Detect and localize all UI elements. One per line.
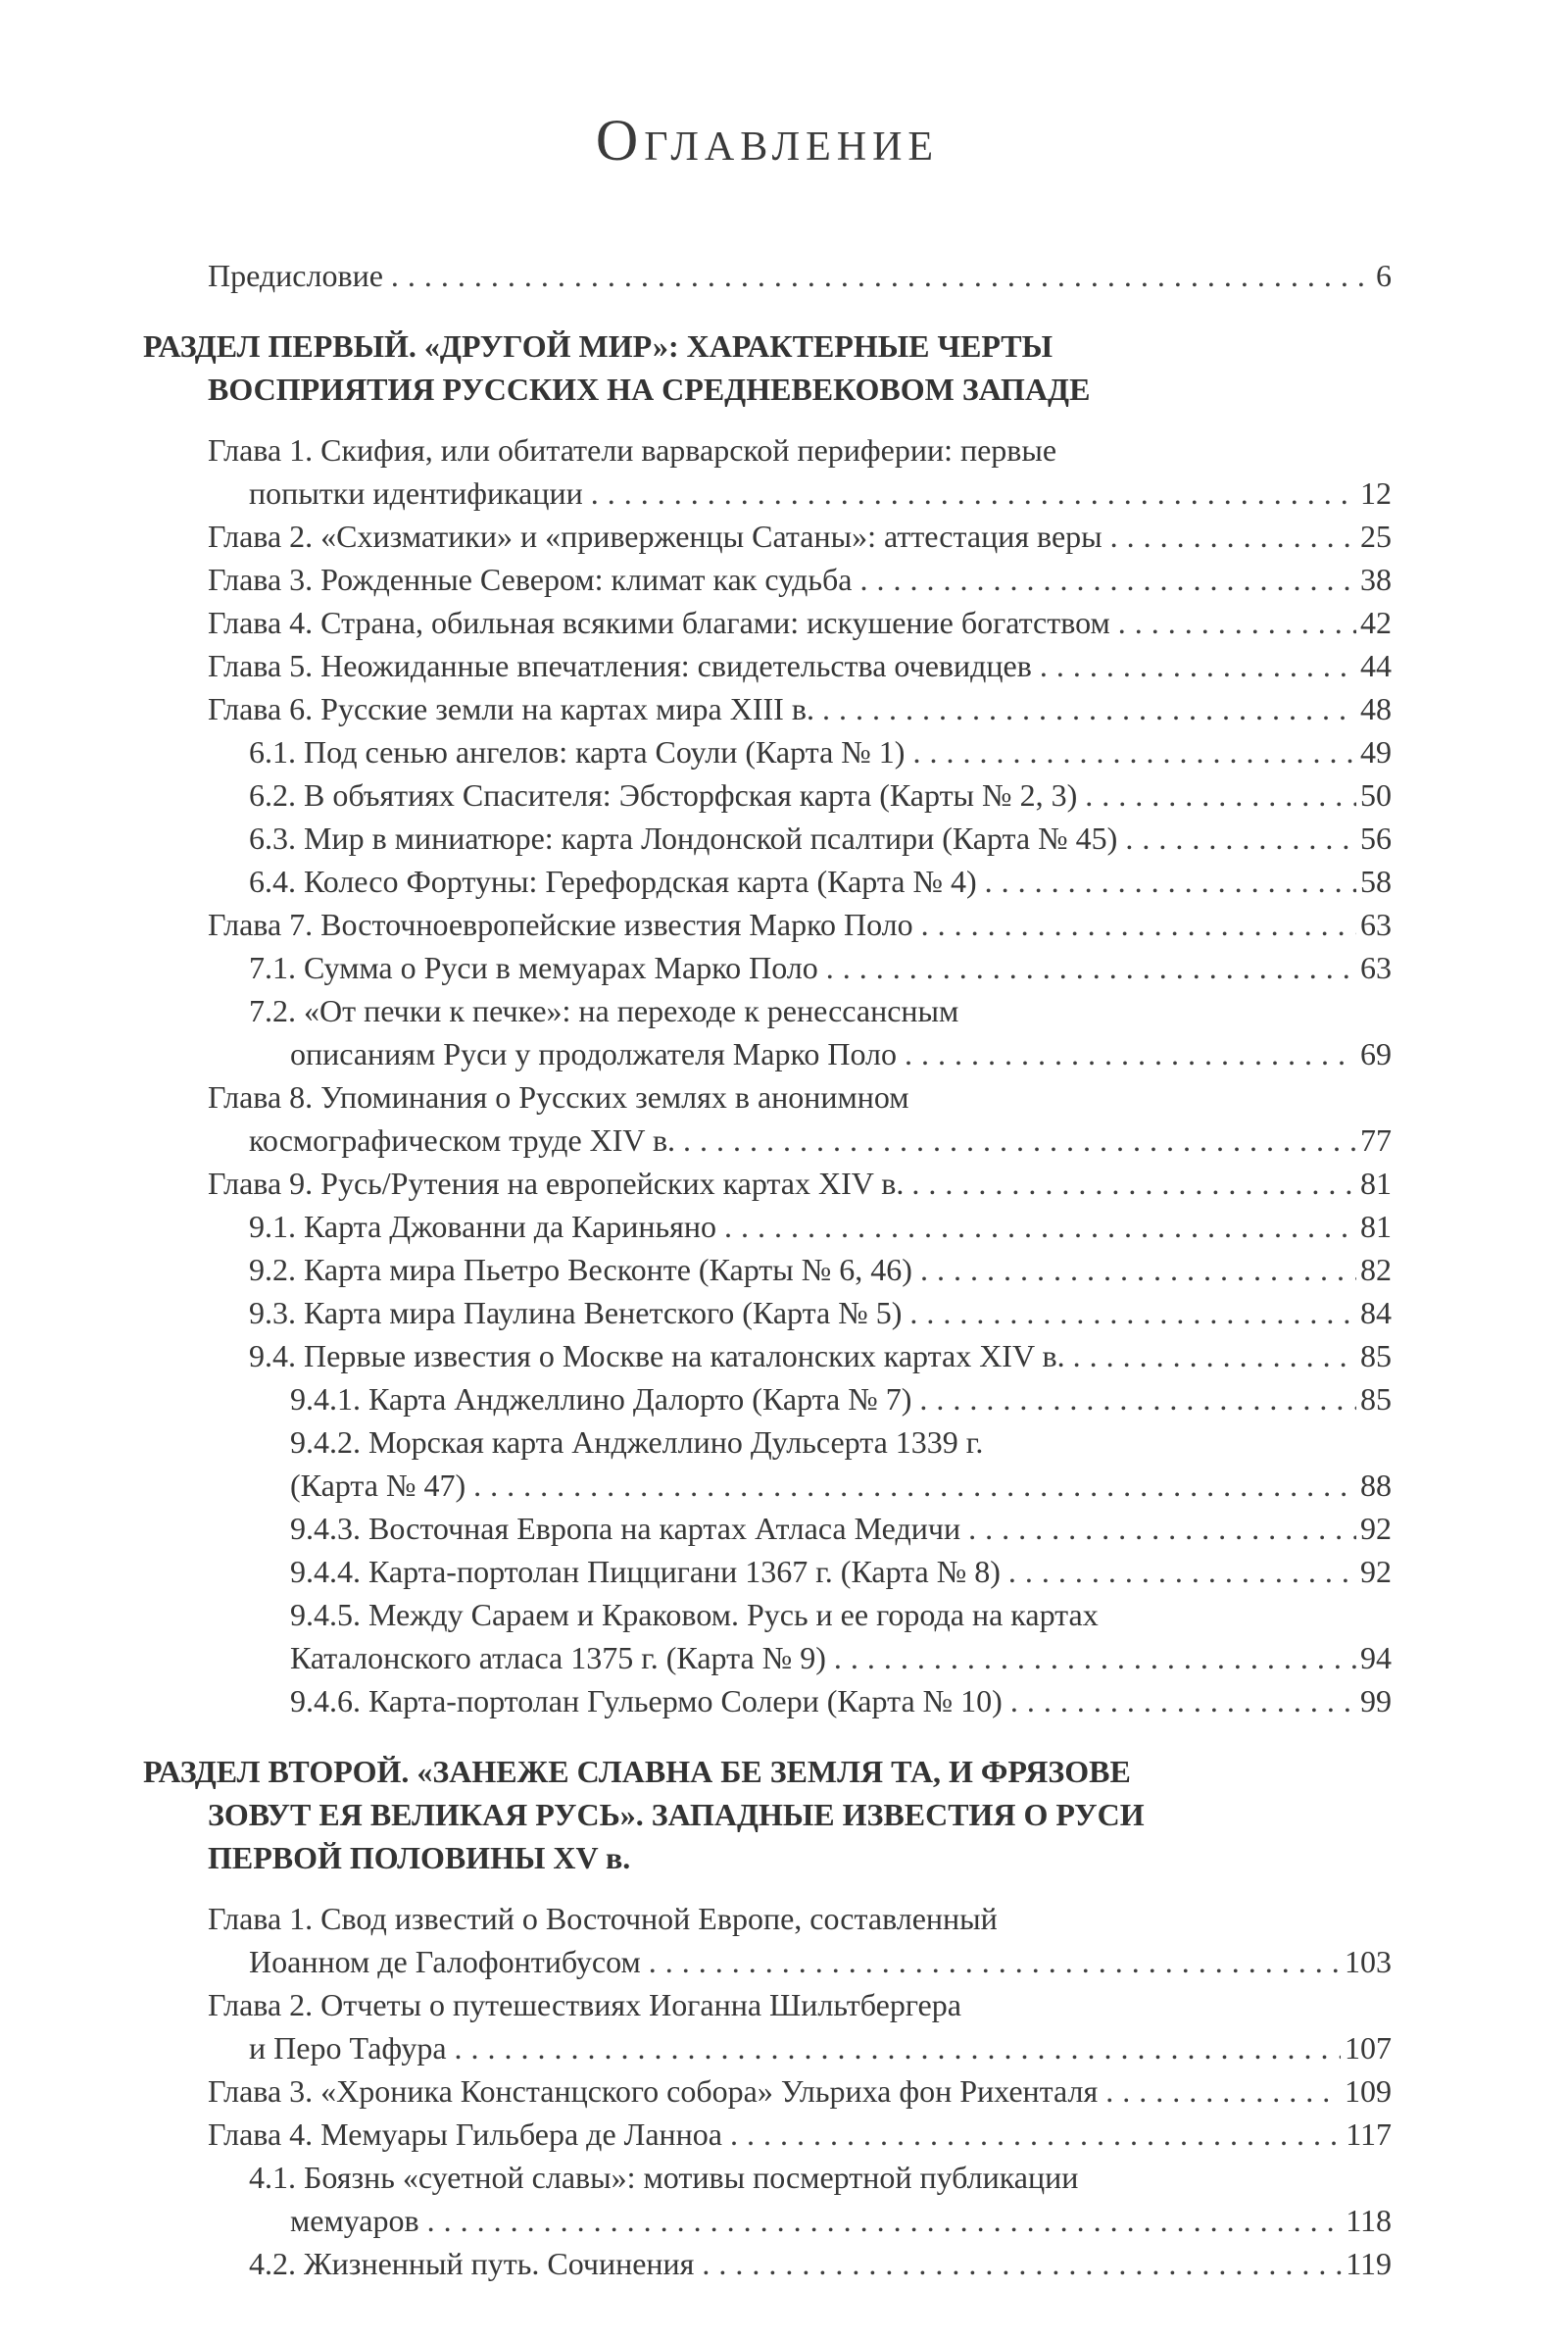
- toc-line: [290, 2199, 1392, 2242]
- toc-entry-text: Иоанном де Галофонтибусом: [249, 1944, 641, 1979]
- dot-leader: [1118, 601, 1356, 644]
- toc-entry-text: попытки идентификации: [249, 475, 583, 511]
- dot-leader: [826, 946, 1356, 989]
- toc-line: [249, 2242, 1392, 2285]
- toc-entry: [143, 860, 1392, 903]
- toc-entry: [143, 515, 1392, 558]
- toc-line: [208, 558, 1392, 601]
- toc-line: [290, 1636, 1392, 1679]
- dot-leader: [921, 903, 1356, 946]
- toc-entry-text: 7.1. Сумма о Руси в мемуарах Марко Поло: [249, 950, 818, 985]
- dot-leader: [859, 558, 1356, 601]
- toc-line: [249, 1248, 1392, 1291]
- toc-entry-text: Предисловие: [208, 258, 383, 293]
- toc-line: [208, 2069, 1392, 2113]
- toc-entry: [143, 1420, 1392, 1507]
- toc-entry: [143, 2156, 1392, 2242]
- page-number: 94: [1360, 1640, 1392, 1675]
- toc-entry-text: и Перо Тафура: [249, 2030, 447, 2066]
- page-number: 117: [1346, 2116, 1392, 2152]
- dot-leader: [473, 1464, 1356, 1507]
- dot-leader: [1125, 817, 1356, 860]
- toc-entry: [143, 601, 1392, 644]
- toc-line: [249, 773, 1392, 817]
- toc-entry-text: Глава 4. Мемуары Гильбера де Ланноа: [208, 2116, 722, 2152]
- toc-line: [290, 1550, 1392, 1593]
- page-number: 50: [1360, 777, 1392, 813]
- toc-line: [290, 1032, 1392, 1075]
- dot-leader: [1105, 2069, 1341, 2113]
- toc-entry: [143, 817, 1392, 860]
- toc-entry: [143, 1679, 1392, 1722]
- dot-leader: [702, 2242, 1342, 2285]
- page-number: 38: [1360, 562, 1392, 597]
- toc-line: [290, 1679, 1392, 1722]
- dot-leader: [911, 1162, 1356, 1205]
- toc-line: [208, 254, 1392, 297]
- toc-entry: [143, 1075, 1392, 1162]
- page-number: 84: [1360, 1295, 1392, 1330]
- toc-entry: [143, 428, 1392, 515]
- toc-line: [249, 730, 1392, 773]
- toc-line: 4.1. Боязнь «суетной славы»: мотивы посмертной публикации: [249, 2160, 1079, 2195]
- toc-line: Глава 2. Отчеты о путешествиях Иоганна Шильтбергера: [208, 1987, 961, 2022]
- toc-entry-text: Глава 5. Неожиданные впечатления: свидетельства очевидцев: [208, 648, 1032, 683]
- toc-entry-text: 4.2. Жизненный путь. Сочинения: [249, 2246, 695, 2281]
- toc-entry-text: 6.3. Мир в миниатюре: карта Лондонской псалтири (Карта № 45): [249, 821, 1118, 856]
- toc-entry-text: (Карта № 47): [290, 1468, 466, 1503]
- toc-entry: [143, 1593, 1392, 1679]
- dot-leader: [985, 860, 1356, 903]
- toc-entry: [143, 1507, 1392, 1550]
- page-number: 49: [1360, 734, 1392, 770]
- toc-line: ПЕРВОЙ ПОЛОВИНЫ XV в.: [208, 1840, 631, 1875]
- toc-entry: [143, 903, 1392, 946]
- toc-line: РАЗДЕЛ ПЕРВЫЙ. «ДРУГОЙ МИР»: ХАРАКТЕРНЫЕ ЧЕРТЫ: [143, 328, 1054, 364]
- toc-section-heading: [143, 1750, 1392, 1879]
- toc-entry-text: Каталонского атласа 1375 г. (Карта № 9): [290, 1640, 826, 1675]
- toc-entry: [143, 254, 1392, 297]
- toc-entry: [143, 989, 1392, 1075]
- toc-entry-text: Глава 3. «Хроника Констанцского собора» Ульриха фон Рихенталя: [208, 2073, 1099, 2109]
- dot-leader: [822, 687, 1356, 730]
- dot-leader: [905, 1032, 1356, 1075]
- toc-line: 9.4.2. Морская карта Анджеллино Дульсерта 1339 г.: [290, 1424, 984, 1460]
- toc-line: [290, 1507, 1392, 1550]
- toc-entry: [143, 644, 1392, 687]
- toc-line: [249, 2026, 1392, 2069]
- page-number: 85: [1360, 1338, 1392, 1373]
- dot-leader: [730, 2113, 1342, 2156]
- toc-line: Глава 1. Скифия, или обитатели варварской периферии: первые: [208, 432, 1057, 468]
- toc-entry: [143, 2242, 1392, 2285]
- dot-leader: [968, 1507, 1356, 1550]
- page-number: 48: [1360, 691, 1392, 726]
- page-number: 85: [1360, 1381, 1392, 1417]
- toc-entry-text: космографическом труде XIV в.: [249, 1122, 676, 1158]
- toc-line: [208, 687, 1392, 730]
- dot-leader: [455, 2026, 1341, 2069]
- page-number: 82: [1360, 1252, 1392, 1287]
- toc-entry: [143, 2069, 1392, 2113]
- dot-leader: [427, 2199, 1343, 2242]
- dot-leader: [919, 1377, 1356, 1420]
- dot-leader: [1008, 1550, 1356, 1593]
- page-number: 63: [1360, 950, 1392, 985]
- page-number: 58: [1360, 864, 1392, 899]
- toc-entry: [143, 1377, 1392, 1420]
- toc-line: [290, 1464, 1392, 1507]
- toc-line: 7.2. «От печки к печке»: на переходе к ренессансным: [249, 993, 959, 1028]
- toc-entry-text: 9.4. Первые известия о Москве на каталонских картах XIV в.: [249, 1338, 1065, 1373]
- dot-leader: [1010, 1679, 1356, 1722]
- page-number: 99: [1360, 1683, 1392, 1718]
- toc-section-heading: [143, 324, 1392, 411]
- toc-entry-text: мемуаров: [290, 2203, 419, 2238]
- toc-entry: [143, 1248, 1392, 1291]
- toc-entry-text: Глава 2. «Схизматики» и «приверженцы Сатаны»: аттестация веры: [208, 519, 1102, 554]
- toc-entry: [143, 1162, 1392, 1205]
- page-title: Оглавление: [595, 108, 940, 173]
- toc-line: Глава 1. Свод известий о Восточной Европе, составленный: [208, 1901, 998, 1936]
- toc-entry-text: описаниям Руси у продолжателя Марко Поло: [290, 1036, 898, 1071]
- dot-leader: [724, 1205, 1356, 1248]
- toc-line: [249, 1940, 1392, 1983]
- page-number: 92: [1360, 1511, 1392, 1546]
- dot-leader: [834, 1636, 1356, 1679]
- toc-line: РАЗДЕЛ ВТОРОЙ. «ЗАНЕЖЕ СЛАВНА БЕ ЗЕМЛЯ ТА, И ФРЯЗОВЕ: [143, 1754, 1131, 1789]
- toc-line: 9.4.5. Между Сараем и Краковом. Русь и ее города на картах: [290, 1597, 1099, 1632]
- toc-line: [290, 1377, 1392, 1420]
- toc-line: [249, 1291, 1392, 1334]
- page-number: 81: [1360, 1166, 1392, 1201]
- dot-leader: [909, 1291, 1356, 1334]
- toc-entry-text: Глава 7. Восточноевропейские известия Марко Поло: [208, 907, 913, 942]
- toc-entry: [143, 1983, 1392, 2069]
- toc-line: [208, 2113, 1392, 2156]
- dot-leader: [591, 472, 1356, 515]
- toc-entry-text: 6.2. В объятиях Спасителя: Эбсторфская карта (Карты № 2, 3): [249, 777, 1078, 813]
- page-number: 107: [1345, 2030, 1392, 2066]
- toc-entry: [143, 2113, 1392, 2156]
- dot-leader: [1085, 773, 1356, 817]
- toc-entry: [143, 1334, 1392, 1377]
- dot-leader: [1110, 515, 1356, 558]
- toc-entry-text: Глава 9. Русь/Рутения на европейских картах XIV в.: [208, 1166, 905, 1201]
- toc-entry: [143, 1550, 1392, 1593]
- page-number: 103: [1345, 1944, 1392, 1979]
- toc-line: [249, 1119, 1392, 1162]
- toc-line: [249, 472, 1392, 515]
- page-number: 118: [1346, 2203, 1392, 2238]
- page-number: 69: [1360, 1036, 1392, 1071]
- page-number: 6: [1376, 258, 1392, 293]
- toc-entry: [143, 687, 1392, 730]
- toc-entry-text: Глава 4. Страна, обильная всякими благами: искушение богатством: [208, 605, 1110, 640]
- toc-entry: [143, 730, 1392, 773]
- dot-leader: [391, 254, 1372, 297]
- toc-line: [249, 860, 1392, 903]
- page-number: 56: [1360, 821, 1392, 856]
- toc-line: [249, 1334, 1392, 1377]
- toc-entry-text: 9.4.6. Карта-портолан Гульермо Солери (Карта № 10): [290, 1683, 1003, 1718]
- toc-entry: [143, 1897, 1392, 1983]
- page-number: 92: [1360, 1554, 1392, 1589]
- toc-entry: [143, 1205, 1392, 1248]
- page-number: 63: [1360, 907, 1392, 942]
- page-number: 88: [1360, 1468, 1392, 1503]
- page-number: 77: [1360, 1122, 1392, 1158]
- toc-entry-text: 9.4.3. Восточная Европа на картах Атласа Медичи: [290, 1511, 961, 1546]
- toc-entry: [143, 1291, 1392, 1334]
- page-number: 25: [1360, 519, 1392, 554]
- toc-entry-text: 9.4.4. Карта-портолан Пиццигани 1367 г. (Карта № 8): [290, 1554, 1001, 1589]
- toc-list: [143, 254, 1392, 2285]
- toc-entry-text: Глава 3. Рожденные Севером: климат как судьба: [208, 562, 853, 597]
- dot-leader: [920, 1248, 1356, 1291]
- toc-entry: [143, 946, 1392, 989]
- toc-line: [208, 644, 1392, 687]
- toc-entry-text: 9.2. Карта мира Пьетро Весконте (Карты № 6, 46): [249, 1252, 912, 1287]
- toc-entry: [143, 773, 1392, 817]
- toc-entry-text: 6.1. Под сенью ангелов: карта Соули (Карта № 1): [249, 734, 906, 770]
- toc-entry-text: Глава 6. Русские земли на картах мира XIII в.: [208, 691, 814, 726]
- dot-leader: [1040, 644, 1356, 687]
- toc-entry-text: 9.3. Карта мира Паулина Венетского (Карта № 5): [249, 1295, 903, 1330]
- toc-line: [208, 515, 1392, 558]
- toc-line: [208, 601, 1392, 644]
- toc-entry-text: 9.4.1. Карта Анджеллино Далорто (Карта № 7): [290, 1381, 912, 1417]
- dot-leader: [683, 1119, 1356, 1162]
- page-number: 81: [1360, 1209, 1392, 1244]
- dot-leader: [912, 730, 1356, 773]
- page-number: 42: [1360, 605, 1392, 640]
- page-number: 44: [1360, 648, 1392, 683]
- toc-line: ЗОВУТ ЕЯ ВЕЛИКАЯ РУСЬ». ЗАПАДНЫЕ ИЗВЕСТИЯ О РУСИ: [208, 1797, 1145, 1832]
- page-number: 12: [1360, 475, 1392, 511]
- toc-entry-text: 9.1. Карта Джованни да Кариньяно: [249, 1209, 716, 1244]
- toc-line: Глава 8. Упоминания о Русских землях в анонимном: [208, 1079, 909, 1115]
- toc-line: [208, 1162, 1392, 1205]
- toc-entry-text: 6.4. Колесо Фортуны: Герефордская карта (Карта № 4): [249, 864, 977, 899]
- dot-leader: [1073, 1334, 1356, 1377]
- toc-line: [249, 946, 1392, 989]
- toc-line: ВОСПРИЯТИЯ РУССКИХ НА СРЕДНЕВЕКОВОМ ЗАПАДЕ: [208, 372, 1091, 407]
- toc-entry: [143, 558, 1392, 601]
- dot-leader: [649, 1940, 1341, 1983]
- page-number: 109: [1345, 2073, 1392, 2109]
- page-number: 119: [1346, 2246, 1392, 2281]
- toc-line: [208, 903, 1392, 946]
- toc-line: [249, 1205, 1392, 1248]
- toc-line: [249, 817, 1392, 860]
